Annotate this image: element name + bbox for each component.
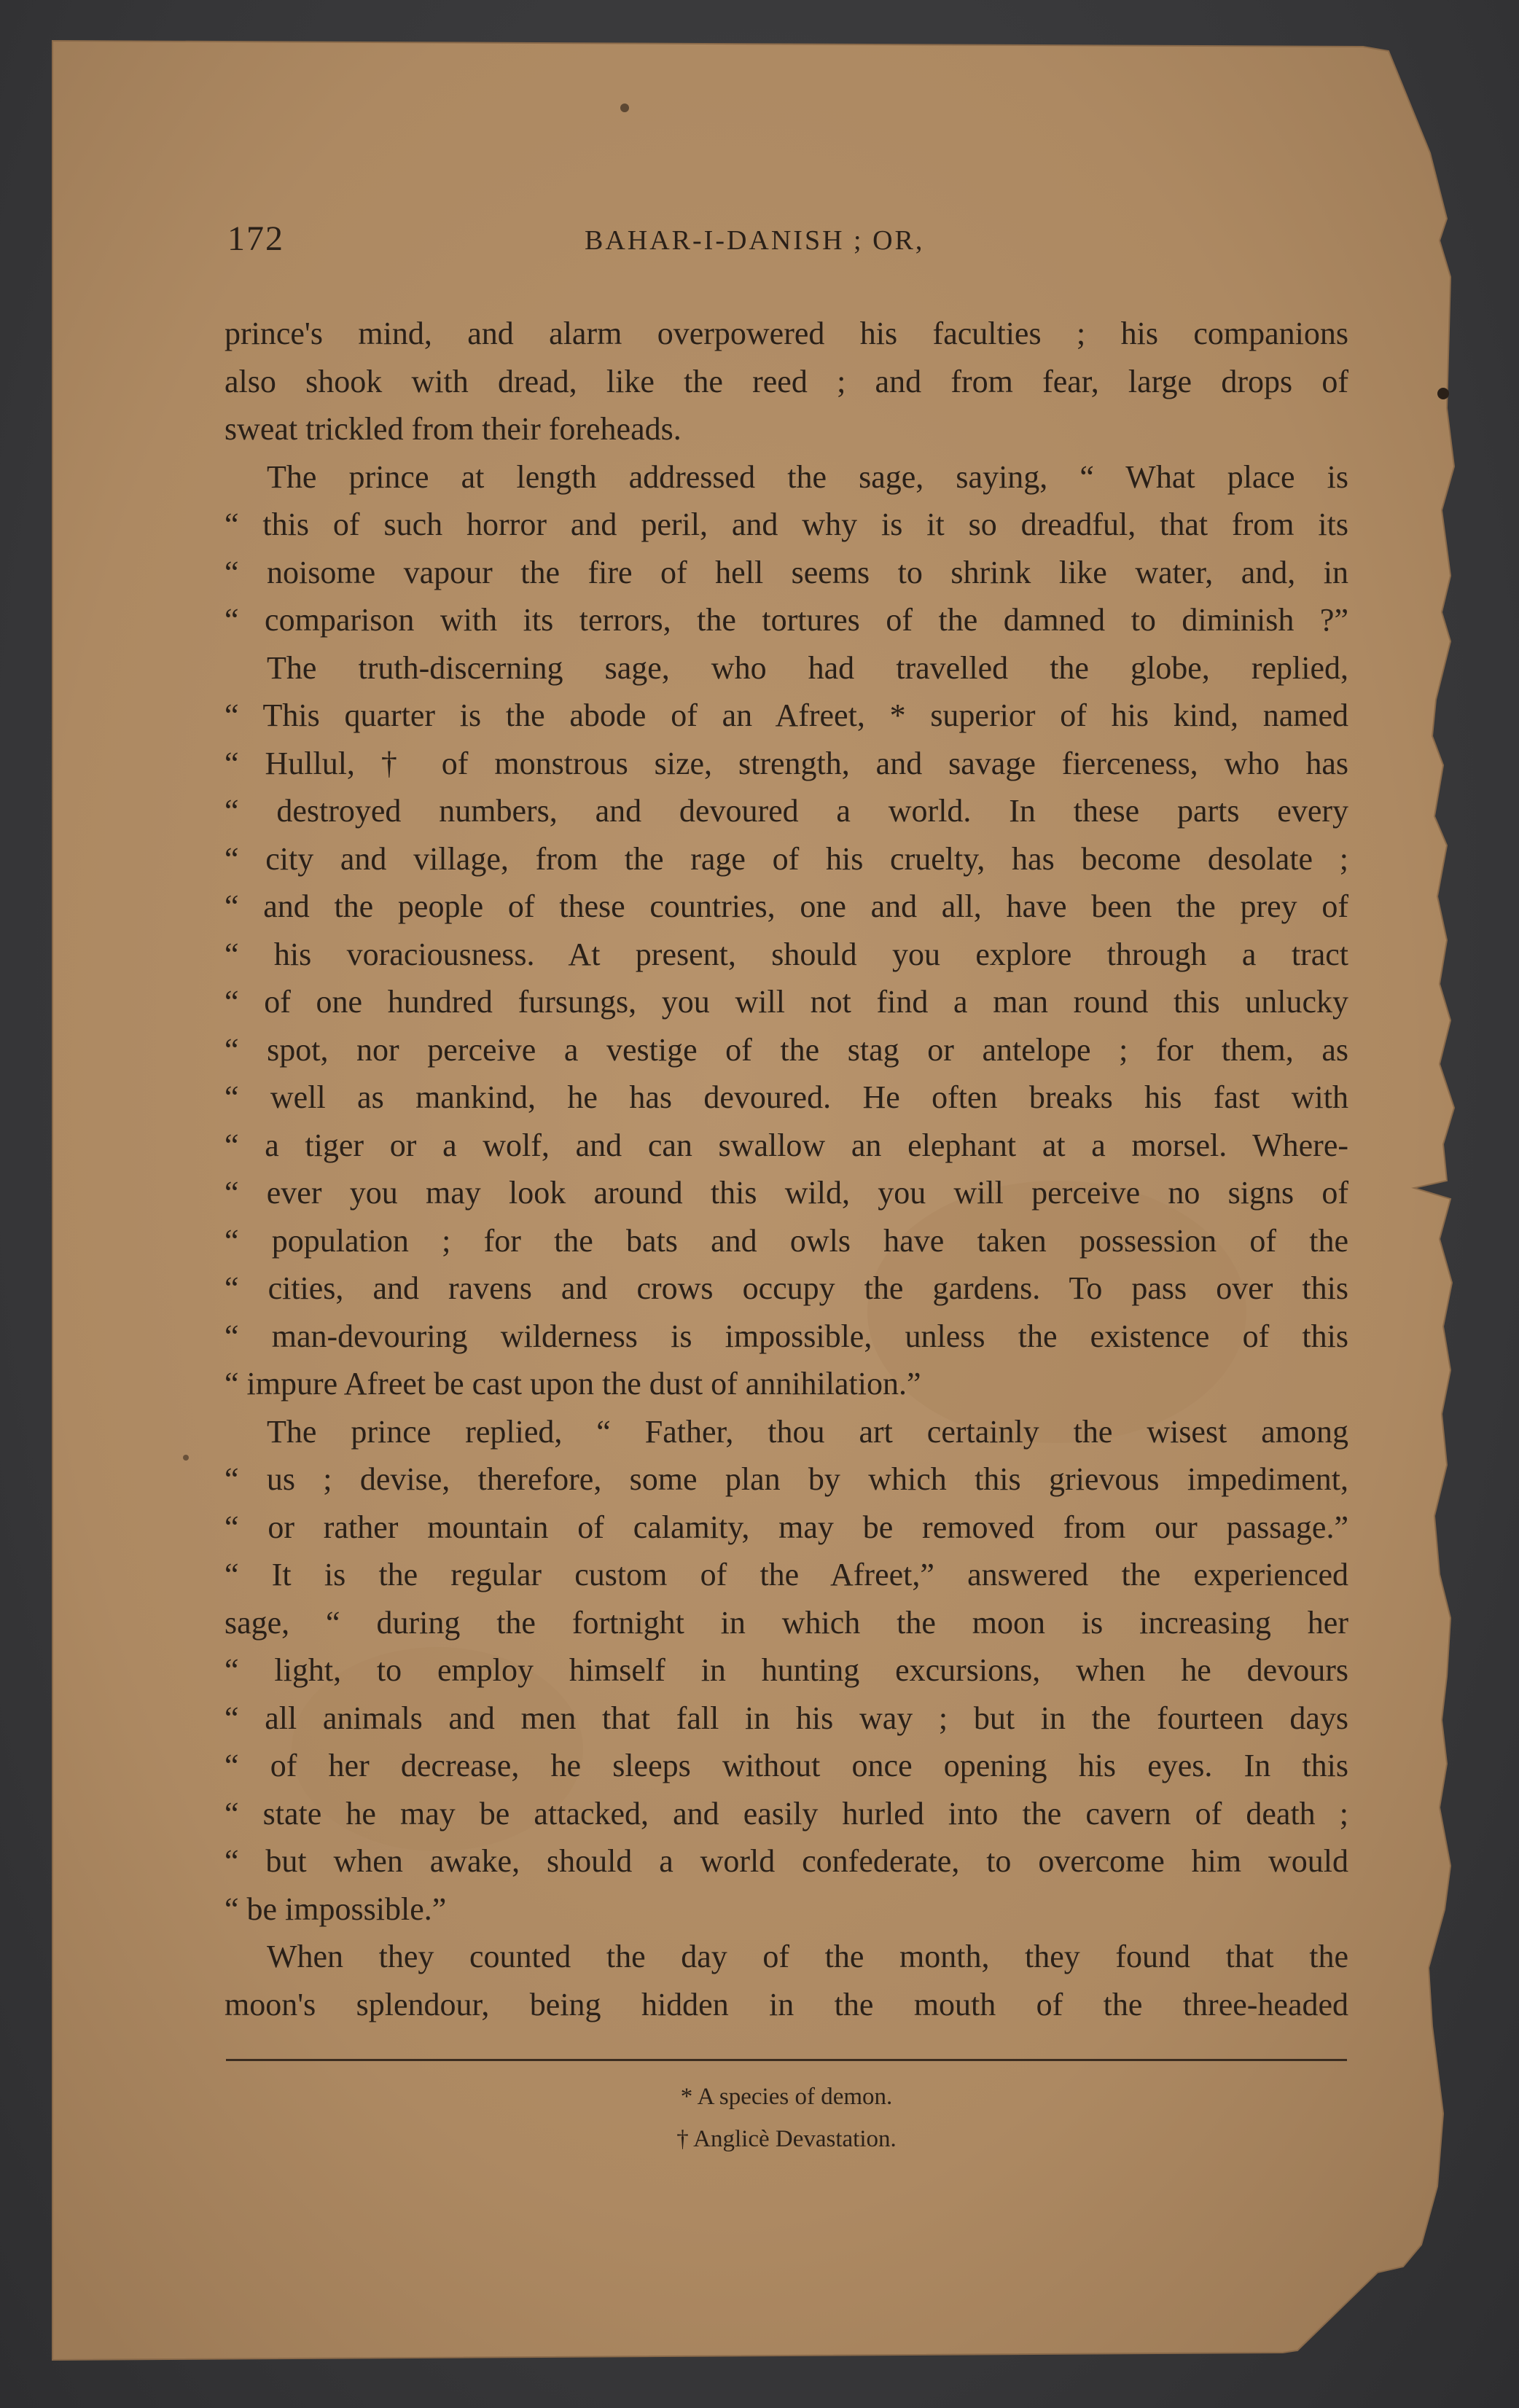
text-line: “ ever you may look around this wild, you will perceive no signs of xyxy=(224,1175,1348,1211)
text-line: The prince at length addressed the sage, saying, “ What place is xyxy=(267,458,1348,495)
running-head: BAHAR-I-DANISH ; OR, xyxy=(585,225,925,256)
text-line: “ be impossible.” xyxy=(224,1891,447,1927)
text-line: “ destroyed numbers, and devoured a world. In these parts every xyxy=(224,793,1348,829)
footnote-rule xyxy=(226,2059,1347,2061)
text-line: “ of one hundred fursungs, you will not find a man round this unlucky xyxy=(224,984,1348,1020)
text-line: “ impure Afreet be cast upon the dust of annihilation.” xyxy=(224,1366,921,1402)
text-line: “ all animals and men that fall in his way ; but in the fourteen days xyxy=(224,1700,1348,1736)
text-line: “ well as mankind, he has devoured. He often breaks his fast with xyxy=(224,1079,1348,1115)
page-header xyxy=(227,219,1350,270)
body-text xyxy=(224,310,1348,2028)
text-line: moon's splendour, being hidden in the mouth of the three-headed xyxy=(224,1986,1348,2022)
text-line: “ this of such horror and peril, and why is it so dreadful, that from its xyxy=(224,507,1348,542)
text-line: “ population ; for the bats and owls have taken possession of the xyxy=(224,1222,1348,1259)
text-line: “ man-devouring wilderness is impossible, unless the existence of this xyxy=(224,1318,1348,1354)
text-line: “ his voraciousness. At present, should you explore through a tract xyxy=(224,936,1348,972)
text-line: “ It is the regular custom of the Afreet,” answered the experienced xyxy=(224,1557,1348,1592)
footnote: * A species of demon. xyxy=(680,2084,893,2110)
text-line: “ a tiger or a wolf, and can swallow an elephant at a morsel. Where- xyxy=(224,1127,1348,1163)
text-line: “ and the people of these countries, one and all, have been the prey of xyxy=(224,888,1348,924)
text-line: prince's mind, and alarm overpowered his faculties ; his companions xyxy=(224,316,1348,351)
text-line: The prince replied, “ Father, thou art certainly the wisest among xyxy=(267,1413,1348,1450)
text-line: “ noisome vapour the fire of hell seems to shrink like water, and, in xyxy=(224,554,1348,590)
footnote: † Anglicè Devastation. xyxy=(676,2126,897,2152)
text-line: “ or rather mountain of calamity, may be removed from our passage.” xyxy=(224,1509,1348,1545)
text-line: “ city and village, from the rage of his cruelty, has become desolate ; xyxy=(224,840,1348,877)
text-line: “ but when awake, should a world confederate, to overcome him would xyxy=(224,1843,1348,1879)
text-line: “ This quarter is the abode of an Afreet, * superior of his kind, named xyxy=(224,697,1348,733)
text-line: “ cities, and ravens and crows occupy the gardens. To pass over this xyxy=(224,1270,1348,1306)
text-line: When they counted the day of the month, they found that the xyxy=(267,1939,1348,1974)
text-line: “ Hullul, † of monstrous size, strength, and savage fierceness, who has xyxy=(224,745,1348,781)
text-line: “ light, to employ himself in hunting excursions, when he devours xyxy=(224,1652,1348,1688)
text-line: also shook with dread, like the reed ; and from fear, large drops of xyxy=(224,363,1348,399)
text-line: sage, “ during the fortnight in which the moon is increasing her xyxy=(224,1604,1348,1641)
text-line: “ spot, nor perceive a vestige of the stag or antelope ; for them, as xyxy=(224,1031,1348,1068)
page-number: 172 xyxy=(227,219,284,258)
text-line: sweat trickled from their foreheads. xyxy=(224,411,682,447)
text-line: “ state he may be attacked, and easily hurled into the cavern of death ; xyxy=(224,1795,1348,1832)
text-line: “ us ; devise, therefore, some plan by which this grievous impediment, xyxy=(224,1461,1348,1497)
text-line: The truth-discerning sage, who had travelled the globe, replied, xyxy=(267,649,1348,686)
text-line: “ of her decrease, he sleeps without once opening his eyes. In this xyxy=(224,1748,1348,1783)
text-line: “ comparison with its terrors, the tortures of the damned to diminish ?” xyxy=(224,602,1348,638)
footnotes xyxy=(226,2076,1347,2160)
